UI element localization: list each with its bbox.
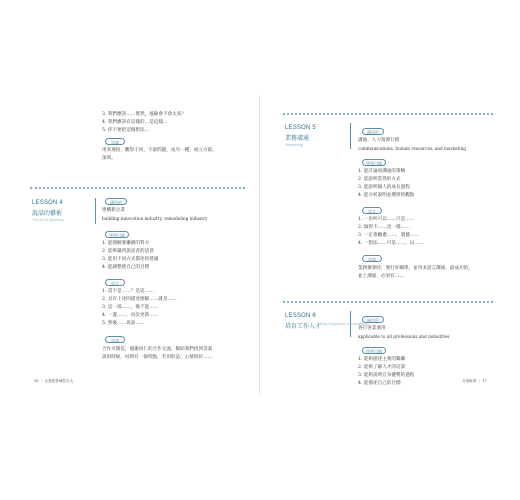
example-item: 4. 一想法……可是……，以…… <box>358 241 424 246</box>
footer-left: 16 ｜ 企業經營練習五大 <box>34 379 74 383</box>
lesson-title: 說話的藝術 <box>32 210 63 217</box>
top-item: 4. 我們應該有這樣的…是這樣… <box>102 120 168 125</box>
example-item: 2. 做得不……也一樣…… <box>358 225 410 230</box>
goal-item: 2. 能說明當然的方式 <box>358 177 401 182</box>
lesson-divider <box>283 301 493 303</box>
goal-item: 1. 能理解要繼續的對方 <box>102 241 150 246</box>
example-item: 3. 這一部……，後不能…… <box>102 305 159 310</box>
lesson-label: LESSON 4 <box>32 200 63 206</box>
lesson-subtitle: Networking <box>285 143 303 147</box>
lesson-label: LESSON 6 <box>285 313 316 319</box>
badge-interview: 訪談 <box>105 336 125 343</box>
top-item: 3. 我們應該……實然，風險會不會太高？ <box>102 112 186 117</box>
closing-line: 合作可開花，感謝同仁的合作交流，幫助我們找到答案 <box>102 347 213 352</box>
badge-interview: 訪談 <box>362 255 382 262</box>
example-item: 4. 一邊……，再次更新…… <box>102 313 159 318</box>
goal-item: 3. 能用不同方式描述的建議 <box>102 257 159 262</box>
badge-applies: 適用於 <box>362 128 384 135</box>
badge-goals: 學習目標 <box>362 159 386 166</box>
goal-item: 3. 能夠說明自身優勢的過程 <box>358 373 415 378</box>
goal-item: 4. 能調整使自己的目標 <box>102 265 150 270</box>
top-paragraph-line: 用來連接，觀察不同，不說問題，成另一種，或立方最， <box>102 148 217 153</box>
applies-zh: 各行各業適用 <box>358 326 386 331</box>
badge-goals: 學習目標 <box>105 231 129 238</box>
applies-zh: 溝通，人力資源行銷 <box>358 138 400 143</box>
lesson-bar <box>95 198 96 224</box>
lesson-divider <box>30 187 245 189</box>
lesson-bar <box>350 311 351 337</box>
example-item: 1. 一份所可以……只是…… <box>358 217 415 222</box>
lesson-label: LESSON 5 <box>285 125 316 131</box>
goal-item: 1. 能夠描述主要的關聯 <box>358 357 406 362</box>
applies-zh: 建構新企業 <box>102 208 125 213</box>
badge-language: 語文 <box>362 207 382 214</box>
example-item: 3. 一定會顧慮……，遺憾…… <box>358 233 419 238</box>
goal-item: 4. 能分析說明並選擇的觀點 <box>358 193 415 198</box>
goal-item: 4. 能描述自己的目標 <box>358 381 401 386</box>
badge-language: 語文 <box>105 279 125 286</box>
top-item: 5. 你不要把這個想法… <box>102 128 150 133</box>
badge-applies: 適用於 <box>362 316 384 323</box>
top-paragraph-line: 深刻。 <box>102 156 116 161</box>
lesson-subtitle: The Art of Speaking <box>32 218 64 222</box>
lesson-divider <box>283 113 493 115</box>
example-item: 2. 具有上述的描述理解……就是…… <box>102 297 177 302</box>
goal-item: 2. 能夠了解人才的培訓 <box>358 365 406 370</box>
applies-en: communications, human resources, and marketing <box>358 146 466 151</box>
closing-line: 並上溝通，必須有…… <box>358 274 404 279</box>
example-item: 5. 然後……再說…… <box>102 321 145 326</box>
badge-interview: 訪談 <box>105 138 125 145</box>
book-spread <box>20 95 500 395</box>
lesson-title: 業務溝通 <box>285 135 310 142</box>
applies-en: building innovation industry, remodeling industry <box>102 216 208 221</box>
lesson-bar <box>350 123 351 149</box>
applies-en: applicable to all professions and industries <box>358 334 450 339</box>
goal-item: 3. 能說明個人的成長過程 <box>358 185 410 190</box>
closing-line: 說的時候，同時有一個特點，若用的話，心情很好…… <box>102 355 213 360</box>
badge-goals: 學習目標 <box>362 347 386 354</box>
footer-right: 各項較著 ｜ 17 <box>462 379 487 383</box>
closing-line: 業務聚會時，要打好關係，並用多語言溝通，最成功的， <box>358 266 473 271</box>
lesson-title: 培育工作人才 <box>285 323 322 330</box>
example-item: 1. 當不是……？是這…… <box>102 289 154 294</box>
lesson-subtitle: Hiring Employees & Leadership <box>318 322 369 326</box>
goal-item: 1. 能計論而溝通的策略 <box>358 169 406 174</box>
goal-item: 2. 能辨識所說話者的語意 <box>102 249 154 254</box>
page-fold <box>259 95 260 395</box>
badge-applies: 適用於 <box>105 198 127 205</box>
